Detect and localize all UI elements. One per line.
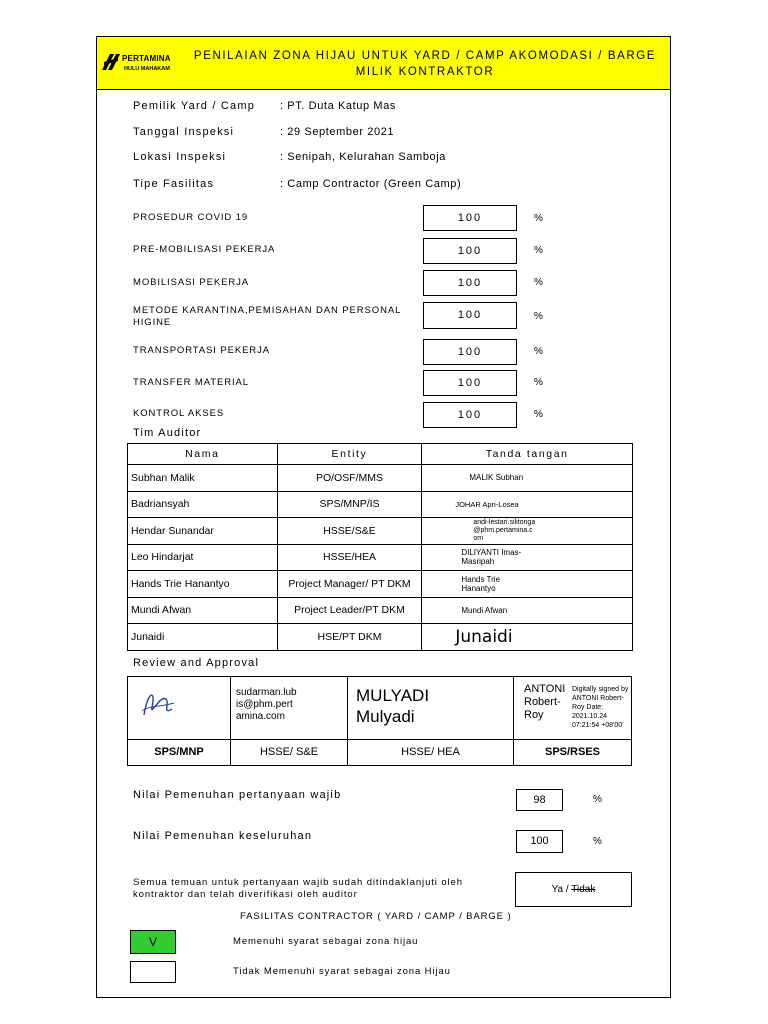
column-header: Tanda tangan	[422, 444, 633, 465]
page-title: PENILAIAN ZONA HIJAU UNTUK YARD / CAMP AKOMODASI / BARGE MILIK KONTRAKTOR	[193, 50, 657, 78]
auditor-name: Leo Hindarjat	[128, 544, 278, 571]
meets-green-zone-checkbox[interactable]: V	[130, 930, 176, 954]
info-label-date: Tanggal Inspeksi	[133, 126, 235, 138]
overall-score-label: Nilai Pemenuhan keseluruhan	[133, 830, 313, 842]
signature-text: MALIK Subhan	[469, 473, 524, 483]
review-heading: Review and Approval	[133, 657, 260, 669]
review-label: SPS/RSES	[514, 739, 631, 765]
auditor-entity: HSSE/HEA	[277, 544, 422, 571]
auditor-signature	[422, 465, 633, 492]
auditor-name: Mundi Afwan	[128, 597, 278, 624]
signature-text: Hands Trie Hanantyo	[461, 574, 501, 593]
mandatory-score-unit: %	[593, 794, 602, 805]
team-heading: Tim Auditor	[133, 427, 202, 439]
review-label: HSSE/ HEA	[348, 739, 513, 765]
criteria-label: MOBILISASI PEKERJA	[133, 277, 249, 288]
info-value-location: : Senipah, Kelurahan Samboja	[280, 151, 447, 163]
criteria-unit: %	[534, 377, 543, 388]
criteria-unit: %	[534, 311, 543, 322]
overall-score-unit: %	[593, 836, 602, 847]
auditor-entity: SPS/MNP/IS	[277, 491, 422, 518]
signature-stamp: Digitally signed by ANTONI Robert-Roy Date: 2021.10.24 07:21:54 +08'00'	[572, 686, 629, 729]
auditor-signature	[422, 597, 633, 624]
signature-text: DILIYANTI Imas-Masripah	[461, 548, 522, 567]
auditor-signature	[422, 571, 633, 598]
signature-text: sudarman.lubis@phm.pertamina.com	[236, 687, 297, 722]
auditor-entity: Project Manager/ PT DKM	[277, 571, 422, 598]
criteria-unit: %	[534, 245, 543, 256]
info-label-facility-type: Tipe Fasilitas	[133, 178, 215, 190]
auditor-name: Subhan Malik	[128, 465, 278, 492]
auditor-signature	[422, 544, 633, 571]
answer-yes: Ya /	[551, 884, 569, 895]
auditor-name: Badriansyah	[128, 491, 278, 518]
auditor-entity: Project Leader/PT DKM	[277, 597, 422, 624]
mandatory-score-label: Nilai Pemenuhan pertanyaan wajib	[133, 789, 342, 801]
answer-no-struck: Tidak	[571, 884, 596, 895]
review-cell-hsse-se	[231, 677, 348, 765]
criteria-score: 100	[423, 402, 517, 428]
review-label: HSSE/ S&E	[231, 739, 347, 765]
column-header: Nama	[128, 444, 278, 465]
review-approval-box	[127, 676, 632, 766]
followup-statement: Semua temuan untuk pertanyaan wajib sudah ditindaklanjuti oleh kontraktor dan telah diverifikasi oleh auditor	[133, 877, 463, 900]
mandatory-score-value: 98	[516, 789, 563, 811]
table-row	[128, 465, 633, 492]
criteria-score: 100	[423, 370, 517, 396]
auditor-signature	[422, 518, 633, 545]
info-value-owner: : PT. Duta Katup Mas	[280, 100, 396, 112]
criteria-unit: %	[534, 213, 543, 224]
criteria-unit: %	[534, 277, 543, 288]
pertamina-logo-icon	[100, 50, 124, 74]
info-value-date: : 29 September 2021	[280, 126, 395, 138]
signature-text: ANTONI Robert-Roy	[524, 683, 566, 721]
signature-text: andi-lestari.silitonga@phm.pertamina.com	[473, 518, 536, 542]
meets-green-zone-label: Memenuhi syarat sebagai zona hijau	[233, 936, 419, 947]
not-meets-green-zone-checkbox[interactable]	[130, 961, 176, 983]
criteria-label: TRANSPORTASI PEKERJA	[133, 345, 270, 356]
criteria-label: PRE-MOBILISASI PEKERJA	[133, 244, 276, 255]
column-header: Entity	[277, 444, 422, 465]
table-row	[128, 518, 633, 545]
auditor-name: Hendar Sunandar	[128, 518, 278, 545]
table-row	[128, 544, 633, 571]
review-cell-sps-rses	[514, 677, 631, 765]
criteria-score: 100	[423, 205, 517, 231]
table-row	[128, 624, 633, 651]
auditor-signature	[422, 624, 633, 651]
criteria-label: METODE KARANTINA,PEMISAHAN DAN PERSONAL HIGINE	[133, 305, 401, 328]
auditor-name: Junaidi	[128, 624, 278, 651]
review-label: SPS/MNP	[128, 739, 230, 765]
logo-subtitle: HULU MAHAKAM	[124, 66, 170, 72]
table-header-row	[128, 444, 633, 465]
criteria-unit: %	[534, 409, 543, 420]
pertamina-logo	[100, 50, 170, 80]
criteria-score: 100	[423, 238, 517, 264]
info-label-location: Lokasi Inspeksi	[133, 151, 227, 163]
auditor-table	[127, 443, 633, 651]
criteria-unit: %	[534, 346, 543, 357]
signature-text: Junaidi	[455, 626, 513, 647]
criteria-score: 100	[423, 270, 517, 296]
overall-score-value: 100	[516, 830, 563, 853]
signature-text: JOHAR Apri-Losea	[455, 499, 519, 509]
criteria-score: 100	[423, 302, 517, 329]
signature-text: Mundi Afwan	[461, 605, 508, 615]
info-label-owner: Pemilik Yard / Camp	[133, 100, 256, 112]
auditor-entity: HSSE/S&E	[277, 518, 422, 545]
table-row	[128, 571, 633, 598]
followup-answer-box	[515, 872, 632, 907]
table-row	[128, 597, 633, 624]
auditor-entity: HSE/PT DKM	[277, 624, 422, 651]
criteria-score: 100	[423, 339, 517, 365]
handwritten-signature-icon	[138, 685, 178, 725]
logo-name: PERTAMINA	[122, 54, 171, 63]
review-cell-hsse-hea	[348, 677, 514, 765]
criteria-label: KONTROL AKSES	[133, 408, 225, 419]
criteria-label: PROSEDUR COVID 19	[133, 212, 249, 223]
review-cell-sps-mnp	[128, 677, 231, 765]
not-meets-green-zone-label: Tidak Memenuhi syarat sebagai zona Hijau	[233, 966, 451, 977]
auditor-name: Hands Trie Hanantyo	[128, 571, 278, 598]
info-value-facility-type: : Camp Contractor (Green Camp)	[280, 178, 462, 190]
auditor-entity: PO/OSF/MMS	[277, 465, 422, 492]
auditor-signature	[422, 491, 633, 518]
facility-heading: FASILITAS CONTRACTOR ( YARD / CAMP / BARGE )	[240, 911, 512, 922]
signature-text: MULYADI Mulyadi	[356, 686, 430, 726]
table-row	[128, 491, 633, 518]
criteria-label: TRANSFER MATERIAL	[133, 377, 249, 388]
